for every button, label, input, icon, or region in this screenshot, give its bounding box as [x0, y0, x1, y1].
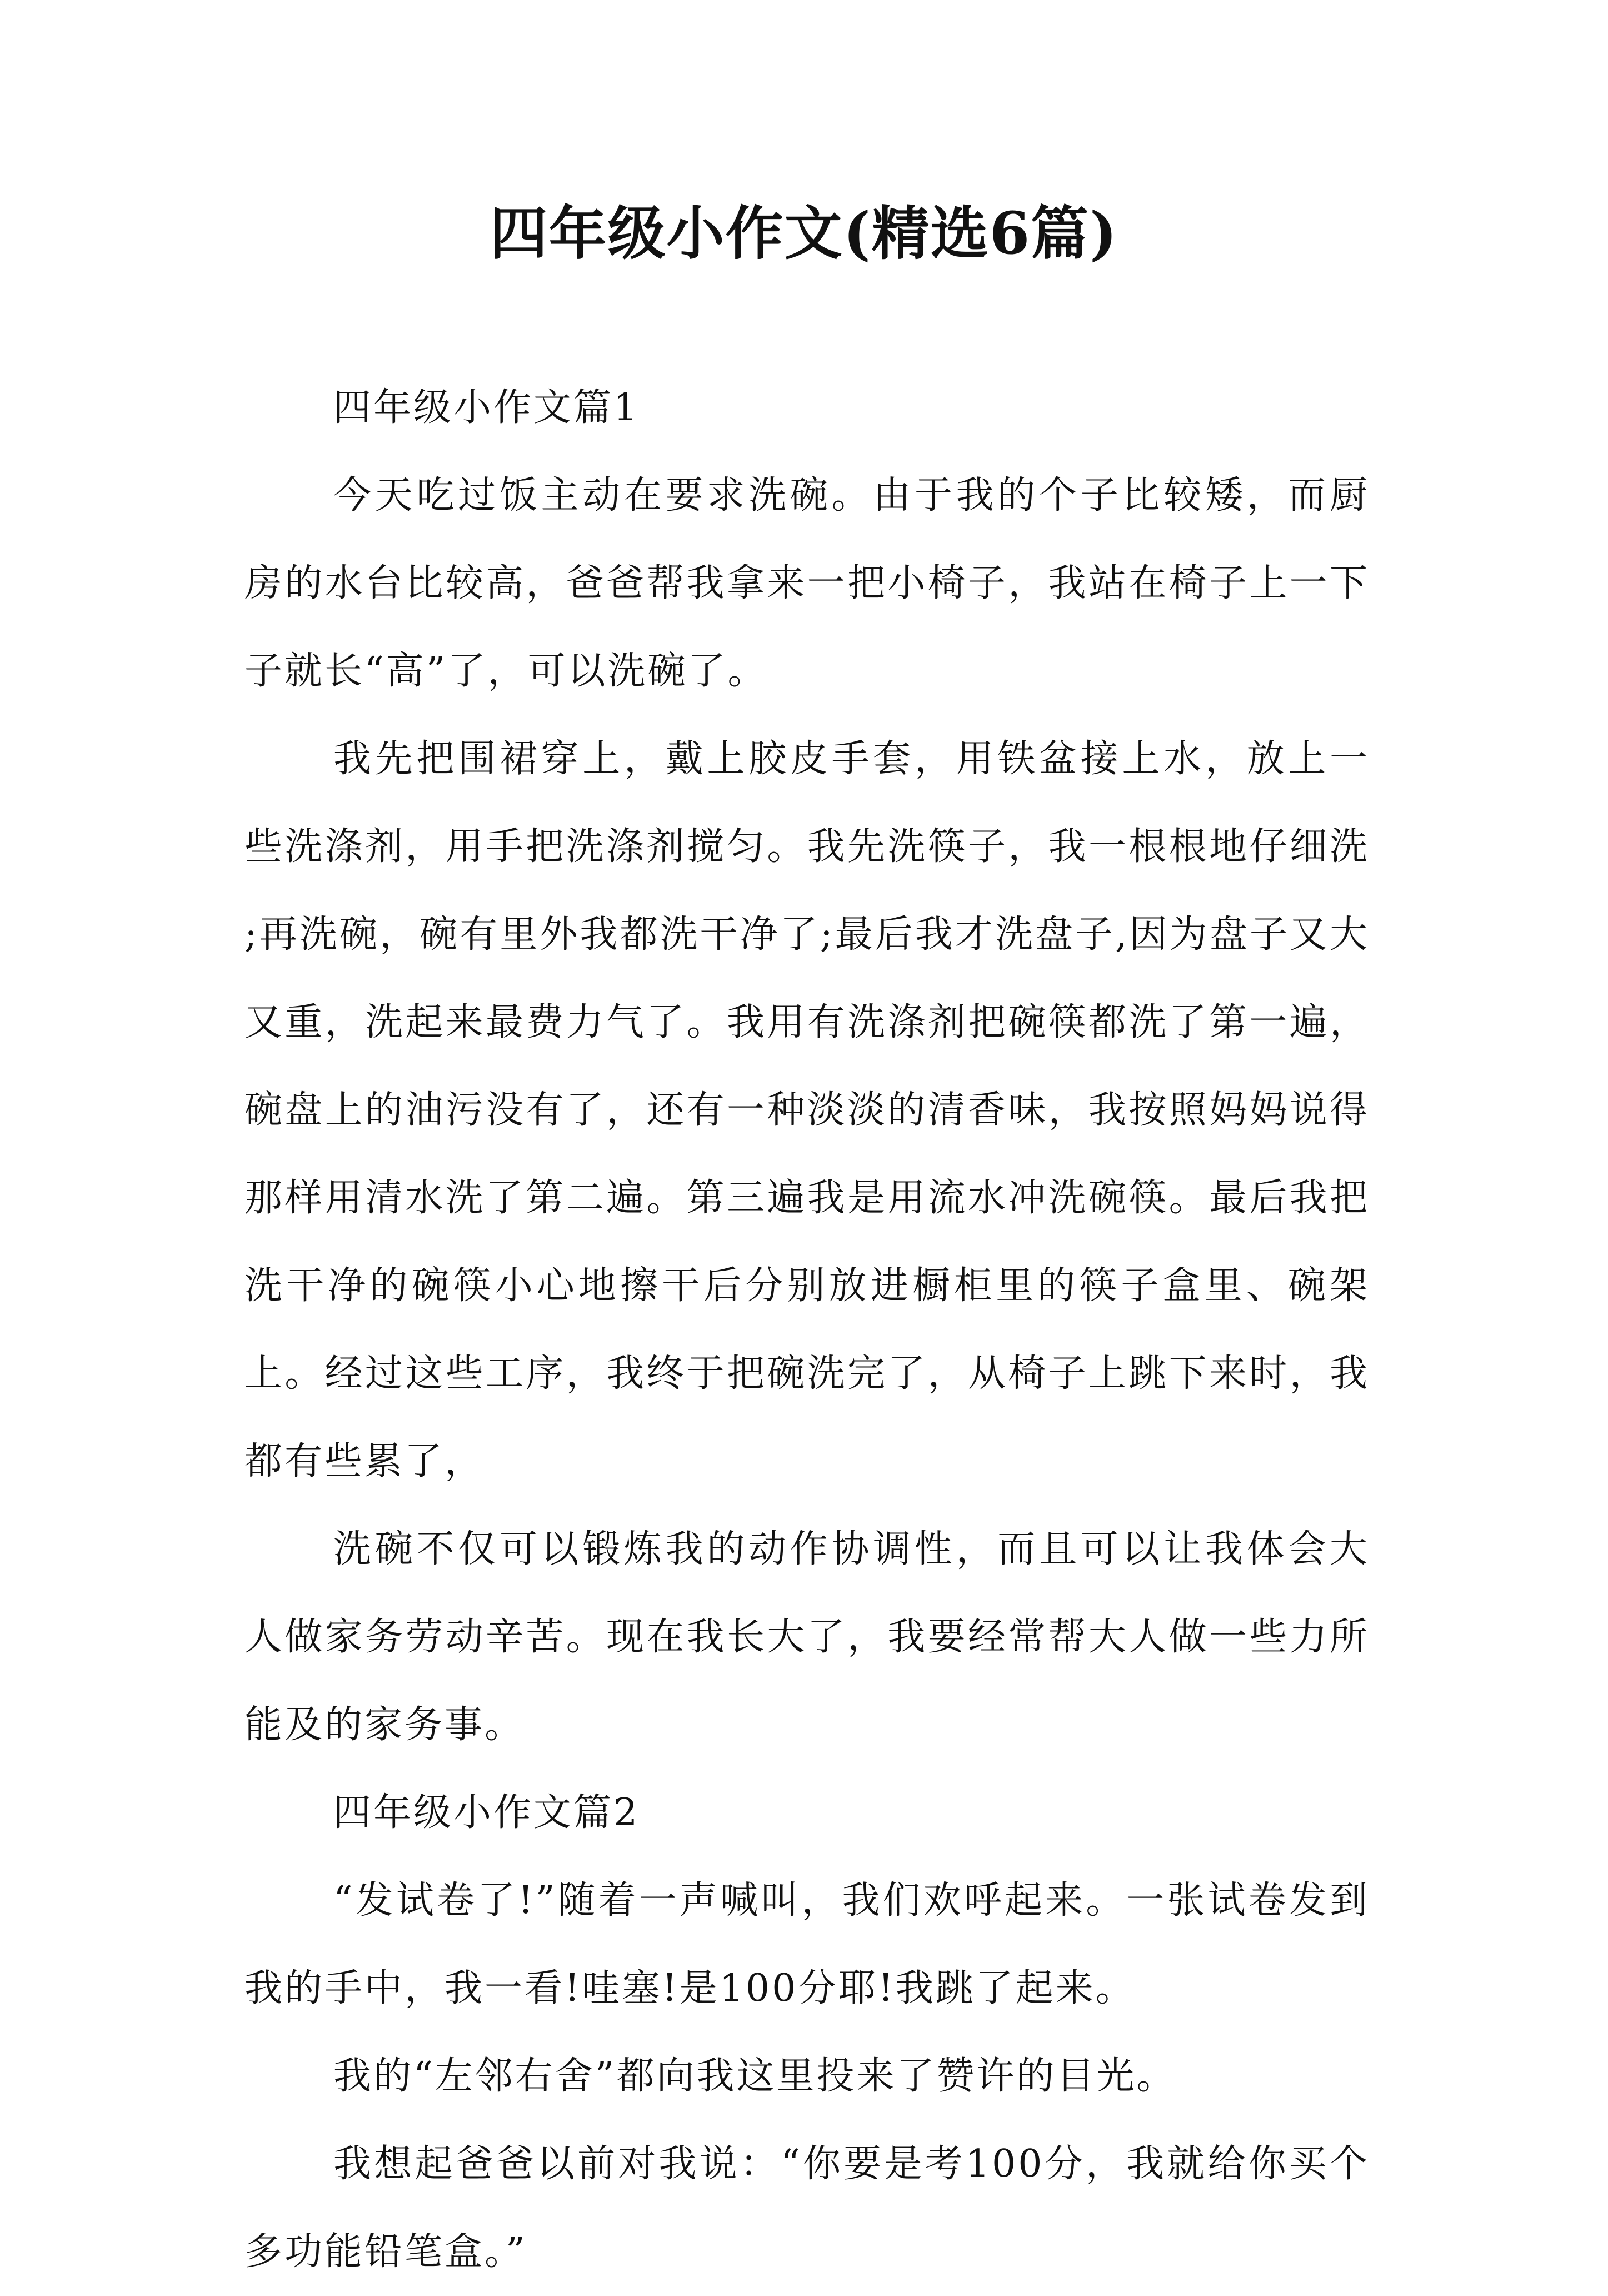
paragraph: 我先把围裙穿上，戴上胶皮手套，用铁盆接上水，放上一些洗涤剂，用手把洗涤剂搅匀。我先洗筷子，我一根根地仔细洗 ;再洗碗，碗有里外我都洗干净了;最后我才洗盘子,因为盘子又大又重，洗起来最费力气了。我用有洗涤剂把碗筷都洗了第一遍，碗盘上的油污没有了，还有一种淡淡的清香味，我按照妈妈说得那样用清水洗了第二遍。第三遍我是用流水冲洗碗筷。最后我把洗干净的碗筷小心地擦干后分别放进橱柜里的筷子盒里、碗架上。经过这些工序，我终于把碗洗完了，从椅子上跳下来时，我都有些累了，: [244, 737, 1370, 1483]
document-title: 四年级小作文(精选6篇): [490, 199, 1118, 267]
paragraph: “发试卷了!”随着一声喊叫，我们欢呼起来。一张试卷发到我的手中，我一看!哇塞!是100分耶!我跳了起来。: [244, 1879, 1370, 2010]
section-heading-2: 四年级小作文篇2: [333, 1791, 640, 1835]
paragraph: 我的“左邻右舍”都向我这里投来了赞许的目光。: [333, 2054, 1177, 2098]
paragraph: 我想起爸爸以前对我说：“你要是考100分，我就给你买个多功能铅笔盒。”: [244, 2142, 1370, 2274]
document-body: [244, 364, 1370, 2296]
paragraph: 今天吃过饭主动在要求洗碗。由于我的个子比较矮，而厨房的水台比较高，爸爸帮我拿来一把小椅子，我站在椅子上一下子就长“高”了，可以洗碗了。: [244, 474, 1370, 693]
paragraph: 洗碗不仅可以锻炼我的动作协调性，而且可以让我体会大人做家务劳动辛苦。现在我长大了，我要经常帮大人做一些力所能及的家务事。: [244, 1527, 1370, 1747]
section-heading-1: 四年级小作文篇1: [333, 386, 640, 430]
